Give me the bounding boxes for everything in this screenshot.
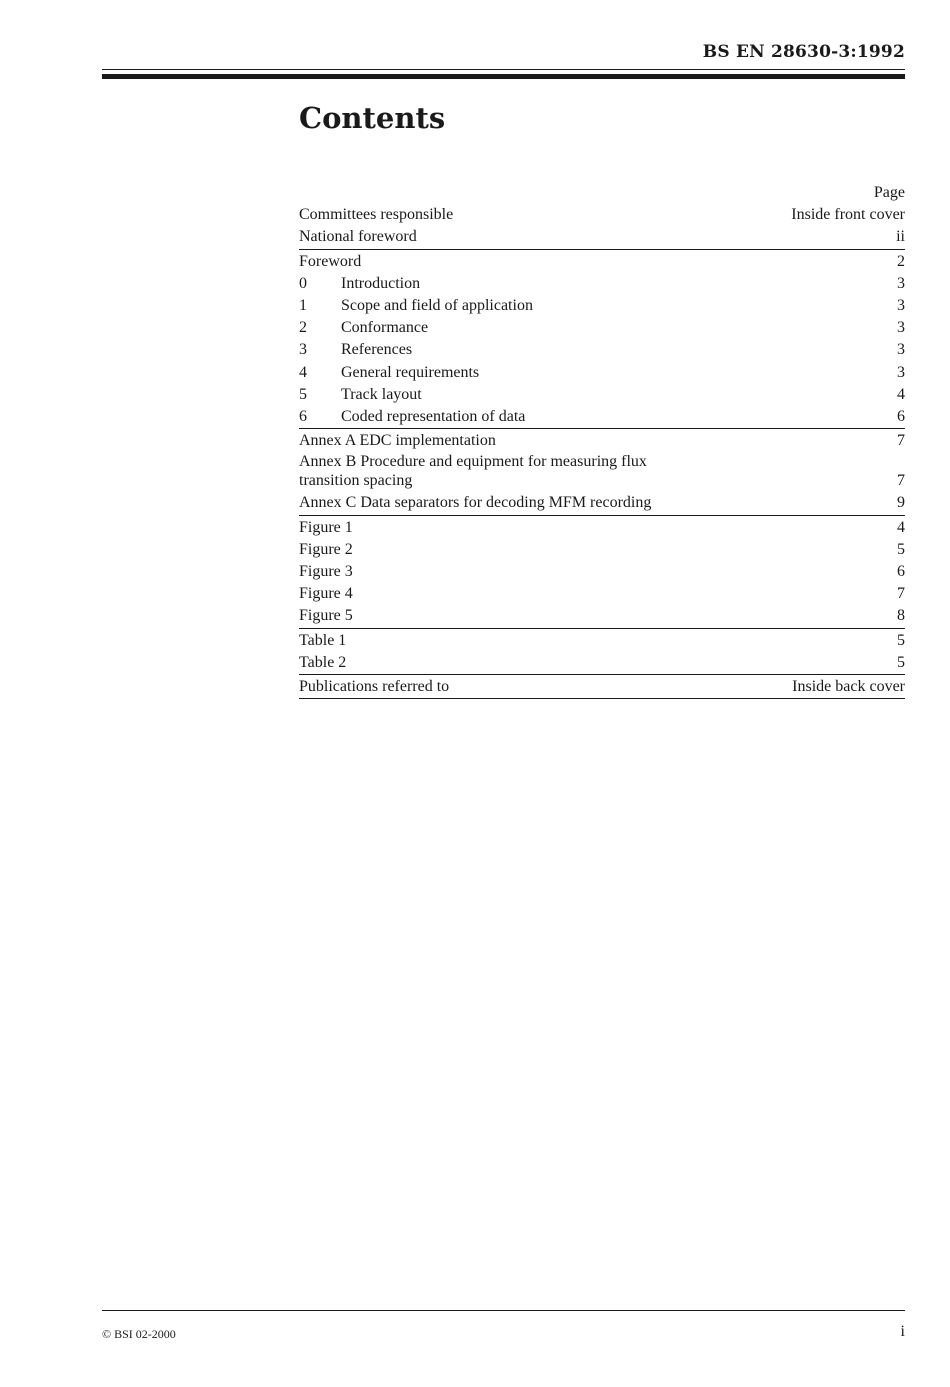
clause-number: 0 [299, 274, 307, 292]
toc-entry-page: 5 [897, 540, 905, 558]
toc-entry-clause-3[interactable] [299, 339, 905, 361]
toc-entry-label: Publications referred to [299, 678, 450, 696]
toc-entry-clause-6[interactable] [299, 406, 905, 428]
toc-entry-committees[interactable] [299, 204, 905, 226]
toc-entry-page: ii [896, 228, 905, 246]
toc-entry-annex-c[interactable] [299, 492, 905, 514]
toc-entry-foreword[interactable] [299, 249, 905, 273]
page-number: i [900, 1323, 905, 1340]
clause-title: Track layout [341, 385, 422, 403]
toc-entry-publications[interactable] [299, 674, 905, 698]
toc-entry-label: Figure 3 [299, 563, 353, 581]
clause-number: 1 [299, 297, 307, 315]
toc-entry-page: Inside back cover [792, 678, 905, 696]
toc-entry-label: Annex A EDC implementation [299, 432, 496, 450]
toc-entry-label: Table 1 [299, 631, 347, 649]
toc-entry-clause-5[interactable] [299, 384, 905, 406]
toc-entry-page: 9 [897, 494, 905, 512]
toc-entry-table-2[interactable] [299, 652, 905, 674]
toc-entry-figure-3[interactable] [299, 561, 905, 583]
toc-entry-label: Annex C Data separators for decoding MFM recording [299, 494, 652, 512]
toc-entry-label: Figure 2 [299, 540, 353, 558]
clause-number: 3 [299, 341, 307, 359]
footer-rule [102, 1310, 905, 1311]
clause-title: Conformance [341, 319, 429, 337]
page-title: Contents [299, 101, 446, 135]
clause-number: 6 [299, 408, 307, 426]
toc-entry-national-foreword[interactable] [299, 226, 905, 248]
toc-entry-page: Inside front cover [791, 206, 905, 224]
toc-entry-label: Committees responsible [299, 206, 454, 224]
toc-entry-figure-1[interactable] [299, 515, 905, 539]
toc-entry-page: 4 [897, 385, 905, 403]
toc-entry-page: 3 [897, 363, 905, 381]
toc-entry-label: Figure 4 [299, 585, 353, 603]
toc-entry-page: 6 [897, 408, 905, 426]
toc-entry-clause-2[interactable] [299, 317, 905, 339]
header-rule-thick [102, 74, 905, 79]
clause-title: Coded representation of data [341, 408, 526, 426]
copyright-notice: © BSI 02-2000 [102, 1327, 176, 1341]
toc-entry-page: 7 [897, 472, 905, 490]
clause-number: 4 [299, 363, 307, 381]
clause-title: General requirements [341, 363, 480, 381]
toc-entry-clause-4[interactable] [299, 362, 905, 384]
document-id: BS EN 28630-3:1992 [702, 42, 905, 62]
clause-number: 2 [299, 319, 307, 337]
table-of-contents [299, 182, 905, 699]
toc-entry-figure-5[interactable] [299, 605, 905, 627]
toc-entry-page: 5 [897, 631, 905, 649]
toc-end-rule [299, 698, 905, 699]
toc-entry-clause-0[interactable] [299, 273, 905, 295]
clause-title: Scope and field of application [341, 297, 533, 315]
header-rule-thin [102, 69, 905, 70]
toc-entry-label [299, 452, 647, 490]
toc-entry-label: Table 2 [299, 653, 347, 671]
toc-entry-label: National foreword [299, 228, 417, 246]
toc-entry-annex-b[interactable] [299, 452, 905, 492]
toc-entry-page: 3 [897, 319, 905, 337]
clause-number: 5 [299, 385, 307, 403]
toc-entry-table-1[interactable] [299, 628, 905, 652]
toc-entry-page: 4 [897, 518, 905, 536]
toc-entry-page: 5 [897, 653, 905, 671]
clause-title: References [341, 341, 413, 359]
toc-entry-page: 7 [897, 432, 905, 450]
toc-entry-page: 6 [897, 563, 905, 581]
toc-page-heading: Page [873, 184, 905, 201]
toc-entry-label: Figure 5 [299, 607, 353, 625]
toc-entry-page: 8 [897, 607, 905, 625]
toc-entry-page: 3 [897, 297, 905, 315]
annex-b-line-1: Annex B Procedure and equipment for measuring flux [299, 453, 647, 471]
clause-title: Introduction [341, 274, 421, 292]
annex-b-line-2: transition spacing [299, 472, 413, 490]
toc-entry-label: Foreword [299, 252, 362, 270]
toc-entry-figure-4[interactable] [299, 583, 905, 605]
toc-entry-clause-1[interactable] [299, 295, 905, 317]
toc-entry-page: 2 [897, 252, 905, 270]
toc-page-heading-row [299, 182, 905, 204]
toc-entry-page: 3 [897, 274, 905, 292]
toc-entry-page: 7 [897, 585, 905, 603]
toc-entry-page: 3 [897, 341, 905, 359]
toc-entry-label: Figure 1 [299, 518, 353, 536]
toc-entry-figure-2[interactable] [299, 539, 905, 561]
toc-entry-annex-a[interactable] [299, 428, 905, 452]
